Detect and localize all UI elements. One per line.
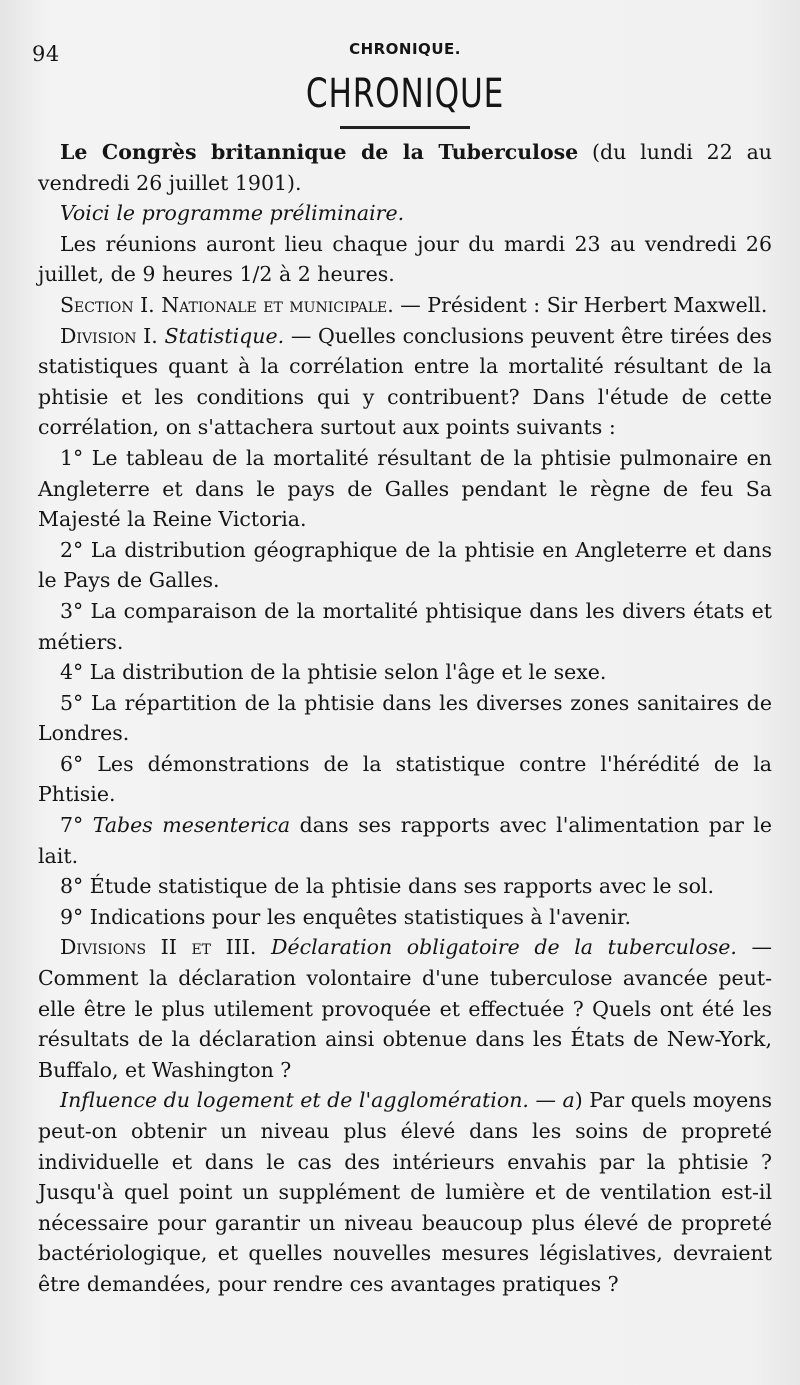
running-header xyxy=(32,38,772,66)
page-number: 94 xyxy=(32,42,60,66)
title-rule xyxy=(340,126,470,129)
divisions-topic: Déclaration obligatoire de la tuberculose. xyxy=(256,935,737,960)
division-topic: Statistique. xyxy=(157,323,285,348)
list-item-1: 1° Le tableau de la mortalité résultant de la phtisie pulmonaire en Angleterre et dans le pays de Galles pendant le règne de feu Sa Majesté la Reine Victoria. xyxy=(38,445,772,532)
running-title: CHRONIQUE. xyxy=(349,40,461,58)
paragraph-meetings: Les réunions auront lieu chaque jour du mardi 23 au vendredi 26 juillet, de 9 heures 1/2 à 2 heures. xyxy=(38,231,772,287)
division-text: — Quelles conclusions peuvent être tirées des statistiques quant à la corrélation entre la mortalité résultant de la phtisie et les conditions qui y contribuent? Dans l'étude de cette corrélation, on s'attachera surtout aux points suivants : xyxy=(38,323,773,440)
housing-dash: — xyxy=(528,1088,563,1113)
paragraph-divisions-2-3 xyxy=(38,932,772,1085)
programme-line: Voici le programme préliminaire. xyxy=(60,201,405,226)
list-item-9: 9° Indications pour les enquêtes statistiques à l'avenir. xyxy=(60,904,632,929)
list-item-8: 8° Étude statistique de la phtisie dans ses rapports avec le sol. xyxy=(60,874,714,899)
list-item-7-number: 7° xyxy=(60,813,84,838)
paragraph-housing xyxy=(38,1085,772,1299)
congress-name: Le Congrès britannique de la Tuberculose xyxy=(60,140,579,164)
list-item-6: 6° Les démonstrations de la statistique contre l'hérédité de la Phtisie. xyxy=(38,751,772,807)
congress-dates: (du lundi 22 au vendredi 26 juillet 1901). xyxy=(38,140,772,195)
list-item-4: 4° La distribution de la phtisie selon l'âge et le sexe. xyxy=(60,660,607,685)
housing-topic: Influence du logement et de l'agglomération. xyxy=(60,1088,529,1113)
paragraph-section-1 xyxy=(38,290,772,321)
list-item-7-term: Tabes mesenterica xyxy=(83,813,291,838)
paragraph-division-1 xyxy=(38,321,772,443)
paragraph-congress xyxy=(38,137,772,198)
section-heading: Section I. Nationale et municipale. xyxy=(60,292,394,317)
section-president: — Président : Sir Herbert Maxwell. xyxy=(393,292,768,317)
list-item-7-text: dans ses rapports avec l'alimentation par le lait. xyxy=(38,813,772,868)
list-item-7 xyxy=(38,810,772,871)
chapter-title: CHRONIQUE xyxy=(305,71,505,117)
list-item-5: 5° La répartition de la phtisie dans les diverses zones sanitaires de Londres. xyxy=(38,690,772,746)
list-item-2: 2° La distribution géographique de la phtisie en Angleterre et dans le Pays de Galles. xyxy=(38,537,772,593)
divisions-text: — Comment la déclaration volontaire d'une tuberculose avancée peut-elle être le plus utilement provoquée et effectuée ? Quels ont été les résultats de la déclaration ainsi obtenue dans les États de New-York, Buffalo, et Washington ? xyxy=(38,935,772,1082)
list-item-3: 3° La comparaison de la mortalité phtisique dans les divers états et métiers. xyxy=(38,598,772,654)
housing-text: ) Par quels moyens peut-on obtenir un niveau plus élevé dans les soins de propreté individuelle et dans le cas des intérieurs envahis par la phtisie ? Jusqu'à quel point un supplément de lumière et de ventilation est-il nécessaire pour garantir un niveau beaucoup plus élevé de propreté bactériologique, et quelles nouvelles mesures législatives, devraient être demandées, pour rendre ces avantages pratiques ? xyxy=(38,1088,772,1296)
divisions-heading: Divisions II et III. xyxy=(60,935,257,960)
division-heading: Division I. xyxy=(60,323,158,348)
housing-item-letter: a xyxy=(562,1088,575,1113)
paragraph-programme xyxy=(38,198,772,229)
